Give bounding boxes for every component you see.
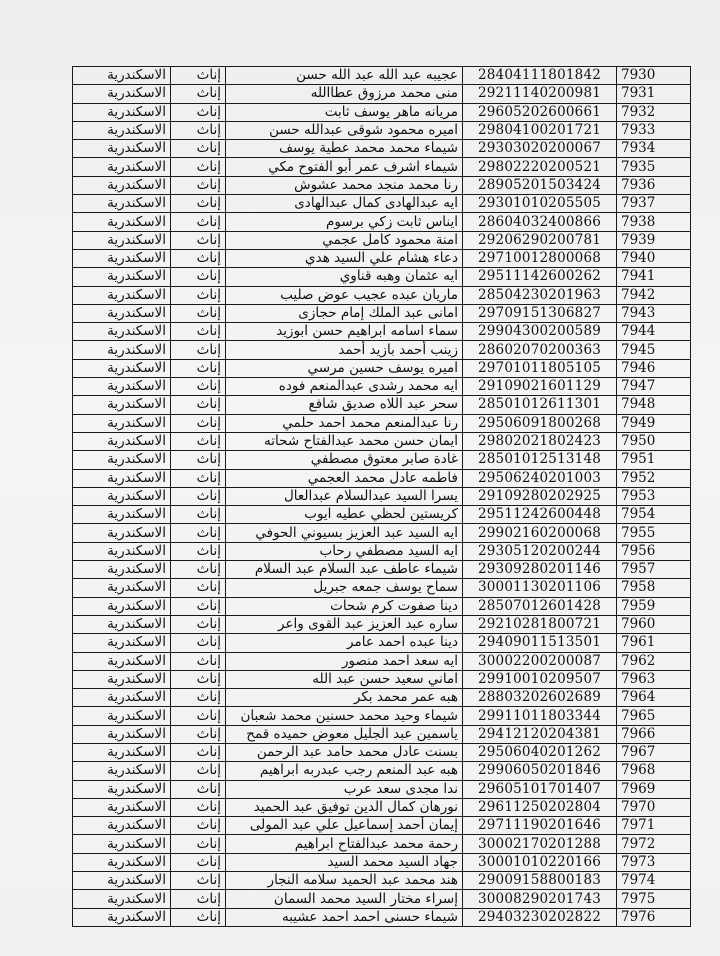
gender-cell: إناث [171, 817, 226, 835]
national-id-cell: 29906050201846 [463, 762, 617, 780]
governorate-cell: الاسكندرية [73, 121, 171, 139]
national-id-cell: 30001010220166 [463, 853, 617, 871]
gender-cell: إناث [171, 542, 226, 560]
serial-cell: 7956 [617, 542, 691, 560]
serial-cell: 7938 [617, 213, 691, 231]
governorate-cell: الاسكندرية [73, 652, 171, 670]
name-cell: شيماء محمد محمد عطية يوسف [226, 140, 463, 158]
table-row [73, 890, 691, 908]
serial-cell: 7941 [617, 268, 691, 286]
table-row [73, 725, 691, 743]
table-row [73, 304, 691, 322]
national-id-cell: 29412120204381 [463, 725, 617, 743]
serial-cell: 7953 [617, 487, 691, 505]
governorate-cell: الاسكندرية [73, 195, 171, 213]
table-row [73, 689, 691, 707]
gender-cell: إناث [171, 524, 226, 542]
national-id-cell: 29506091800268 [463, 414, 617, 432]
national-id-cell: 28905201503424 [463, 176, 617, 194]
table-row [73, 451, 691, 469]
national-id-cell: 29709151306827 [463, 304, 617, 322]
national-id-cell: 29109280202925 [463, 487, 617, 505]
serial-cell: 7943 [617, 304, 691, 322]
serial-cell: 7949 [617, 414, 691, 432]
gender-cell: إناث [171, 378, 226, 396]
governorate-cell: الاسكندرية [73, 432, 171, 450]
national-id-cell: 29802021802423 [463, 432, 617, 450]
gender-cell: إناث [171, 359, 226, 377]
governorate-cell: الاسكندرية [73, 213, 171, 231]
serial-cell: 7976 [617, 908, 691, 926]
table-row [73, 762, 691, 780]
governorate-cell: الاسكندرية [73, 359, 171, 377]
national-id-cell: 29511142600262 [463, 268, 617, 286]
table-row [73, 579, 691, 597]
name-cell: منى محمد مرزوق عطاالله [226, 85, 463, 103]
name-cell: زينب أحمد بازيد أحمد [226, 341, 463, 359]
name-cell: ايه السيد مصطفي رحاب [226, 542, 463, 560]
national-id-cell: 28507012601428 [463, 597, 617, 615]
gender-cell: إناث [171, 670, 226, 688]
governorate-cell: الاسكندرية [73, 743, 171, 761]
national-id-cell: 29409011513501 [463, 634, 617, 652]
serial-cell: 7946 [617, 359, 691, 377]
serial-cell: 7934 [617, 140, 691, 158]
table-row [73, 213, 691, 231]
governorate-cell: الاسكندرية [73, 817, 171, 835]
gender-cell: إناث [171, 689, 226, 707]
name-cell: ايه عثمان وهبه قناوي [226, 268, 463, 286]
table-row [73, 597, 691, 615]
governorate-cell: الاسكندرية [73, 396, 171, 414]
gender-cell: إناث [171, 231, 226, 249]
serial-cell: 7932 [617, 103, 691, 121]
serial-cell: 7945 [617, 341, 691, 359]
national-id-cell: 30001130201106 [463, 579, 617, 597]
name-cell: سماح يوسف جمعه جبريل [226, 579, 463, 597]
serial-cell: 7960 [617, 615, 691, 633]
table-row [73, 414, 691, 432]
table-row [73, 176, 691, 194]
serial-cell: 7931 [617, 85, 691, 103]
table-row [73, 615, 691, 633]
governorate-cell: الاسكندرية [73, 176, 171, 194]
name-cell: اماني سعيد حسن عبد الله [226, 670, 463, 688]
serial-cell: 7974 [617, 872, 691, 890]
national-id-cell: 29902160200068 [463, 524, 617, 542]
national-id-cell: 29711190201646 [463, 817, 617, 835]
national-id-cell: 28604032400866 [463, 213, 617, 231]
serial-cell: 7947 [617, 378, 691, 396]
serial-cell: 7968 [617, 762, 691, 780]
table-row [73, 652, 691, 670]
name-cell: ايه محمد رشدى عبدالمنعم فوده [226, 378, 463, 396]
table-row [73, 396, 691, 414]
national-id-cell: 29710012800068 [463, 249, 617, 267]
table-row [73, 158, 691, 176]
gender-cell: إناث [171, 451, 226, 469]
governorate-cell: الاسكندرية [73, 524, 171, 542]
governorate-cell: الاسكندرية [73, 341, 171, 359]
table-row [73, 103, 691, 121]
serial-cell: 7944 [617, 323, 691, 341]
gender-cell: إناث [171, 579, 226, 597]
governorate-cell: الاسكندرية [73, 103, 171, 121]
governorate-cell: الاسكندرية [73, 579, 171, 597]
name-cell: شيماء عاطف عبد السلام عبد السلام [226, 561, 463, 579]
name-cell: هبه عبد المنعم رجب عبدربه ابراهيم [226, 762, 463, 780]
governorate-cell: الاسكندرية [73, 835, 171, 853]
national-id-cell: 29305120200244 [463, 542, 617, 560]
national-id-cell: 28504230201963 [463, 286, 617, 304]
name-cell: عجيبه عبد الله عبد الله حسن [226, 67, 463, 85]
name-cell: رنا محمد منجد محمد عشوش [226, 176, 463, 194]
national-id-cell: 29511242600448 [463, 506, 617, 524]
name-cell: كريستين لحظي عطيه ايوب [226, 506, 463, 524]
gender-cell: إناث [171, 286, 226, 304]
national-id-cell: 29804100201721 [463, 121, 617, 139]
name-cell: يسرا السيد عبدالسلام عبدالعال [226, 487, 463, 505]
table-row [73, 140, 691, 158]
roster-table [72, 66, 691, 927]
serial-cell: 7957 [617, 561, 691, 579]
name-cell: امانى عبد الملك إمام حجازى [226, 304, 463, 322]
gender-cell: إناث [171, 872, 226, 890]
name-cell: ايه السيد عبد العزيز بسيوني الحوفي [226, 524, 463, 542]
governorate-cell: الاسكندرية [73, 890, 171, 908]
serial-cell: 7962 [617, 652, 691, 670]
name-cell: هند محمد عبد الحميد سلامه النجار [226, 872, 463, 890]
governorate-cell: الاسكندرية [73, 231, 171, 249]
table-row [73, 798, 691, 816]
table-row [73, 561, 691, 579]
name-cell: امنة محمود كامل عجمي [226, 231, 463, 249]
gender-cell: إناث [171, 743, 226, 761]
governorate-cell: الاسكندرية [73, 451, 171, 469]
table-row [73, 542, 691, 560]
gender-cell: إناث [171, 341, 226, 359]
table-row [73, 743, 691, 761]
governorate-cell: الاسكندرية [73, 670, 171, 688]
gender-cell: إناث [171, 323, 226, 341]
gender-cell: إناث [171, 615, 226, 633]
serial-cell: 7933 [617, 121, 691, 139]
name-cell: رنا عبدالمنعم محمد احمد حلمي [226, 414, 463, 432]
serial-cell: 7966 [617, 725, 691, 743]
governorate-cell: الاسكندرية [73, 597, 171, 615]
gender-cell: إناث [171, 103, 226, 121]
gender-cell: إناث [171, 158, 226, 176]
table-row [73, 670, 691, 688]
governorate-cell: الاسكندرية [73, 506, 171, 524]
name-cell: ايه عبدالهادى كمال عبدالهادى [226, 195, 463, 213]
name-cell: ندا مجدى سعد عرب [226, 780, 463, 798]
serial-cell: 7950 [617, 432, 691, 450]
table-row [73, 286, 691, 304]
name-cell: اميره محمود شوقى عبدالله حسن [226, 121, 463, 139]
gender-cell: إناث [171, 798, 226, 816]
name-cell: بسنت عادل محمد حامد عبد الرحمن [226, 743, 463, 761]
national-id-cell: 29206290200781 [463, 231, 617, 249]
governorate-cell: الاسكندرية [73, 378, 171, 396]
name-cell: ايه سعد احمد منصور [226, 652, 463, 670]
gender-cell: إناث [171, 835, 226, 853]
national-id-cell: 28501012611301 [463, 396, 617, 414]
name-cell: ياسمين عبد الجليل معوض حميده قمح [226, 725, 463, 743]
national-id-cell: 29605101701407 [463, 780, 617, 798]
name-cell: ساره عبد العزيز عبد القوى واعر [226, 615, 463, 633]
national-id-cell: 28602070200363 [463, 341, 617, 359]
table-row [73, 341, 691, 359]
table-row [73, 817, 691, 835]
name-cell: شيماء وحيد محمد حسنين محمد شعبان [226, 707, 463, 725]
national-id-cell: 30002200200087 [463, 652, 617, 670]
governorate-cell: الاسكندرية [73, 158, 171, 176]
governorate-cell: الاسكندرية [73, 707, 171, 725]
name-cell: شيماء اشرف عمر أبو الفتوح مكي [226, 158, 463, 176]
table-row [73, 268, 691, 286]
national-id-cell: 30008290201743 [463, 890, 617, 908]
name-cell: إسراء مختار السيد محمد السمان [226, 890, 463, 908]
table-row [73, 195, 691, 213]
governorate-cell: الاسكندرية [73, 908, 171, 926]
gender-cell: إناث [171, 121, 226, 139]
serial-cell: 7964 [617, 689, 691, 707]
table-row [73, 707, 691, 725]
national-id-cell: 29904300200589 [463, 323, 617, 341]
serial-cell: 7969 [617, 780, 691, 798]
governorate-cell: الاسكندرية [73, 634, 171, 652]
serial-cell: 7939 [617, 231, 691, 249]
gender-cell: إناث [171, 67, 226, 85]
national-id-cell: 29611250202804 [463, 798, 617, 816]
gender-cell: إناث [171, 597, 226, 615]
governorate-cell: الاسكندرية [73, 798, 171, 816]
governorate-cell: الاسكندرية [73, 268, 171, 286]
name-cell: فاطمه عادل محمد العجمي [226, 469, 463, 487]
table-row [73, 780, 691, 798]
national-id-cell: 29605202600661 [463, 103, 617, 121]
gender-cell: إناث [171, 652, 226, 670]
gender-cell: إناث [171, 213, 226, 231]
serial-cell: 7952 [617, 469, 691, 487]
table-row [73, 432, 691, 450]
gender-cell: إناث [171, 396, 226, 414]
name-cell: نورهان كمال الدين توفيق عبد الحميد [226, 798, 463, 816]
table-row [73, 634, 691, 652]
table-row [73, 67, 691, 85]
national-id-cell: 30002170201288 [463, 835, 617, 853]
governorate-cell: الاسكندرية [73, 762, 171, 780]
national-id-cell: 29910010209507 [463, 670, 617, 688]
name-cell: إيمان أحمد إسماعيل علي عبد المولى [226, 817, 463, 835]
gender-cell: إناث [171, 268, 226, 286]
name-cell: دينا عبده احمد عامر [226, 634, 463, 652]
gender-cell: إناث [171, 634, 226, 652]
gender-cell: إناث [171, 414, 226, 432]
gender-cell: إناث [171, 176, 226, 194]
national-id-cell: 29301010205505 [463, 195, 617, 213]
national-id-cell: 29109021601129 [463, 378, 617, 396]
name-cell: دينا صفوت كرم شحات [226, 597, 463, 615]
national-id-cell: 29802220200521 [463, 158, 617, 176]
gender-cell: إناث [171, 780, 226, 798]
national-id-cell: 28803202602689 [463, 689, 617, 707]
roster-body [73, 67, 691, 927]
serial-cell: 7955 [617, 524, 691, 542]
table-row [73, 85, 691, 103]
name-cell: جهاد السيد محمد السيد [226, 853, 463, 871]
serial-cell: 7973 [617, 853, 691, 871]
governorate-cell: الاسكندرية [73, 542, 171, 560]
governorate-cell: الاسكندرية [73, 487, 171, 505]
table-row [73, 908, 691, 926]
gender-cell: إناث [171, 195, 226, 213]
serial-cell: 7967 [617, 743, 691, 761]
table-row [73, 121, 691, 139]
name-cell: ماريان عبده عجيب عوض صليب [226, 286, 463, 304]
serial-cell: 7963 [617, 670, 691, 688]
name-cell: هبه عمر محمد بكر [226, 689, 463, 707]
gender-cell: إناث [171, 304, 226, 322]
table-row [73, 469, 691, 487]
serial-cell: 7959 [617, 597, 691, 615]
governorate-cell: الاسكندرية [73, 249, 171, 267]
gender-cell: إناث [171, 908, 226, 926]
national-id-cell: 29506040201262 [463, 743, 617, 761]
serial-cell: 7972 [617, 835, 691, 853]
national-id-cell: 29009158800183 [463, 872, 617, 890]
governorate-cell: الاسكندرية [73, 85, 171, 103]
governorate-cell: الاسكندرية [73, 689, 171, 707]
gender-cell: إناث [171, 762, 226, 780]
table-row [73, 487, 691, 505]
national-id-cell: 29403230202822 [463, 908, 617, 926]
serial-cell: 7940 [617, 249, 691, 267]
serial-cell: 7970 [617, 798, 691, 816]
governorate-cell: الاسكندرية [73, 414, 171, 432]
governorate-cell: الاسكندرية [73, 561, 171, 579]
national-id-cell: 29701011805105 [463, 359, 617, 377]
gender-cell: إناث [171, 707, 226, 725]
governorate-cell: الاسكندرية [73, 304, 171, 322]
national-id-cell: 29309280201146 [463, 561, 617, 579]
serial-cell: 7935 [617, 158, 691, 176]
name-cell: شيماء حسنى احمد احمد عشيبه [226, 908, 463, 926]
governorate-cell: الاسكندرية [73, 323, 171, 341]
gender-cell: إناث [171, 561, 226, 579]
name-cell: رحمة محمد عبدالفتاح ابراهيم [226, 835, 463, 853]
national-id-cell: 29303020200067 [463, 140, 617, 158]
name-cell: مريانه ماهر يوسف ثابت [226, 103, 463, 121]
governorate-cell: الاسكندرية [73, 853, 171, 871]
gender-cell: إناث [171, 85, 226, 103]
table-row [73, 249, 691, 267]
gender-cell: إناث [171, 469, 226, 487]
name-cell: سحر عبد اللاه صديق شافع [226, 396, 463, 414]
table-row [73, 835, 691, 853]
gender-cell: إناث [171, 140, 226, 158]
name-cell: سماء اسامه ابراهيم حسن ابوزيد [226, 323, 463, 341]
governorate-cell: الاسكندرية [73, 140, 171, 158]
name-cell: ايناس ثابت زكي برسوم [226, 213, 463, 231]
gender-cell: إناث [171, 725, 226, 743]
serial-cell: 7937 [617, 195, 691, 213]
governorate-cell: الاسكندرية [73, 780, 171, 798]
governorate-cell: الاسكندرية [73, 725, 171, 743]
serial-cell: 7961 [617, 634, 691, 652]
governorate-cell: الاسكندرية [73, 615, 171, 633]
serial-cell: 7975 [617, 890, 691, 908]
gender-cell: إناث [171, 890, 226, 908]
serial-cell: 7936 [617, 176, 691, 194]
governorate-cell: الاسكندرية [73, 872, 171, 890]
table-row [73, 359, 691, 377]
table-row [73, 323, 691, 341]
table-row [73, 231, 691, 249]
table-row [73, 853, 691, 871]
serial-cell: 7948 [617, 396, 691, 414]
table-row [73, 872, 691, 890]
gender-cell: إناث [171, 853, 226, 871]
serial-cell: 7951 [617, 451, 691, 469]
gender-cell: إناث [171, 432, 226, 450]
national-id-cell: 28501012513148 [463, 451, 617, 469]
governorate-cell: الاسكندرية [73, 469, 171, 487]
serial-cell: 7971 [617, 817, 691, 835]
name-cell: ايمان حسن محمد عبدالفتاح شحاته [226, 432, 463, 450]
gender-cell: إناث [171, 249, 226, 267]
gender-cell: إناث [171, 487, 226, 505]
serial-cell: 7965 [617, 707, 691, 725]
table-row [73, 378, 691, 396]
national-id-cell: 29506240201003 [463, 469, 617, 487]
national-id-cell: 28404111801842 [463, 67, 617, 85]
governorate-cell: الاسكندرية [73, 286, 171, 304]
serial-cell: 7942 [617, 286, 691, 304]
serial-cell: 7958 [617, 579, 691, 597]
national-id-cell: 29211140200981 [463, 85, 617, 103]
table-row [73, 506, 691, 524]
serial-cell: 7930 [617, 67, 691, 85]
national-id-cell: 29210281800721 [463, 615, 617, 633]
gender-cell: إناث [171, 506, 226, 524]
table-row [73, 524, 691, 542]
name-cell: غادة صابر معتوق مصطفي [226, 451, 463, 469]
serial-cell: 7954 [617, 506, 691, 524]
governorate-cell: الاسكندرية [73, 67, 171, 85]
name-cell: اميره يوسف حسين مرسي [226, 359, 463, 377]
national-id-cell: 29911011803344 [463, 707, 617, 725]
name-cell: دعاء هشام علي السيد هدي [226, 249, 463, 267]
